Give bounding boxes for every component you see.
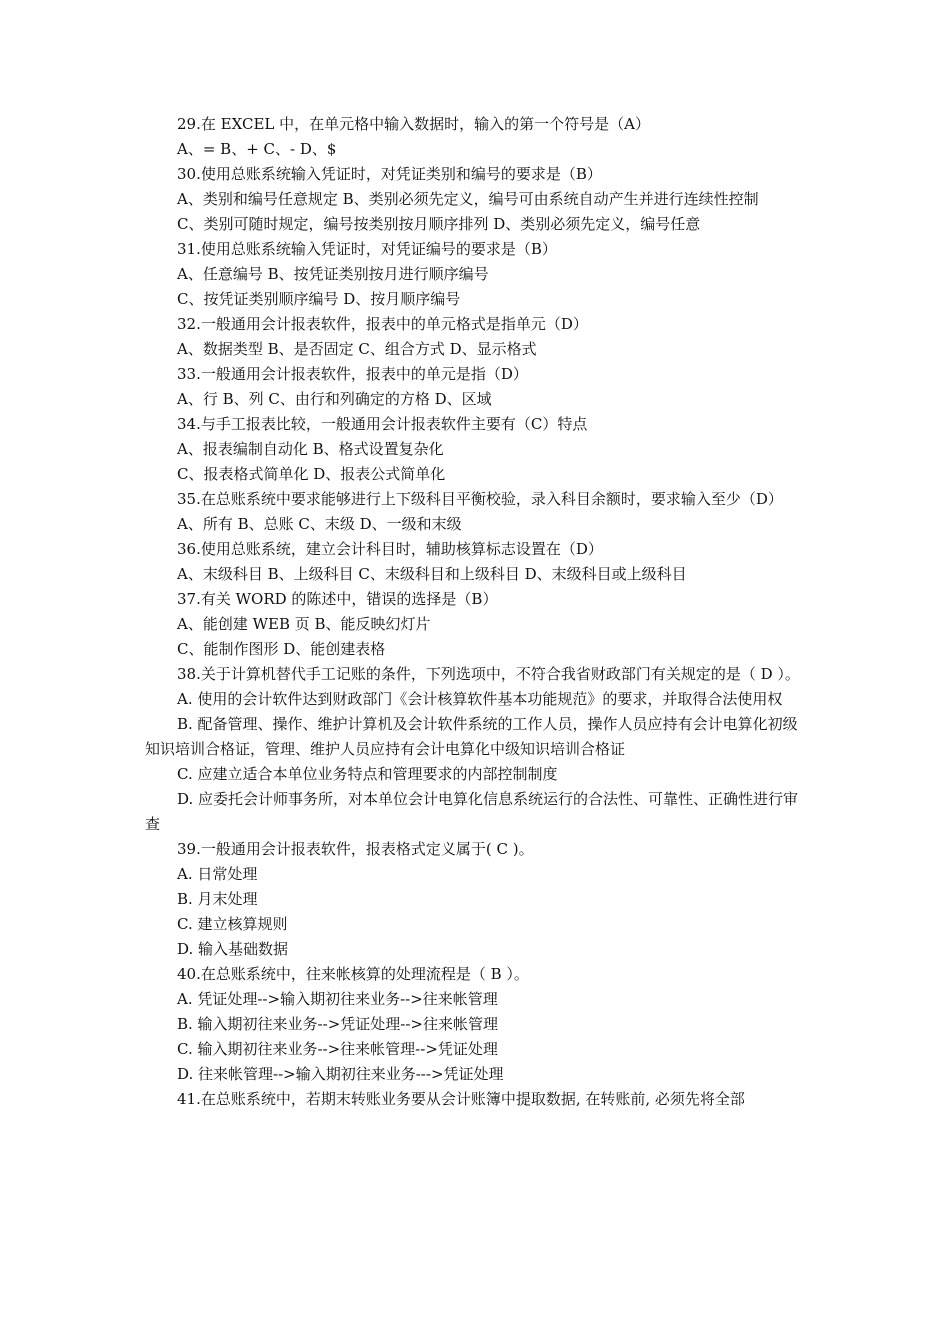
options-32: A、数据类型 B、是否固定 C、组合方式 D、显示格式 [177, 340, 537, 358]
option-39-a: A. 日常处理 [177, 865, 258, 883]
question-33: 33.一般通用会计报表软件，报表中的单元是指（D） [177, 365, 528, 383]
options-31-ab: A、任意编号 B、按凭证类别按月进行顺序编号 [177, 265, 489, 283]
options-34-ab: A、报表编制自动化 B、格式设置复杂化 [177, 440, 444, 458]
option-38-c: C. 应建立适合本单位业务特点和管理要求的内部控制制度 [177, 765, 558, 783]
options-37-cd: C、能制作图形 D、能创建表格 [177, 640, 386, 658]
document-body [145, 112, 810, 1112]
question-30: 30.使用总账系统输入凭证时，对凭证类别和编号的要求是（B） [177, 165, 602, 183]
option-39-c: C. 建立核算规则 [177, 915, 288, 933]
question-41: 41.在总账系统中，若期末转账业务要从会计账簿中提取数据, 在转账前, 必须先将全部 [177, 1090, 745, 1108]
question-31: 31.使用总账系统输入凭证时，对凭证编号的要求是（B） [177, 240, 557, 258]
option-40-b: B. 输入期初往来业务-->凭证处理-->往来帐管理 [177, 1015, 498, 1033]
option-39-b: B. 月末处理 [177, 890, 258, 908]
options-36: A、末级科目 B、上级科目 C、末级科目和上级科目 D、末级科目或上级科目 [177, 565, 687, 583]
option-38-b: B. 配备管理、操作、维护计算机及会计软件系统的工作人员，操作人员应持有会计电算化初级知识培训合格证，管理、维护人员应持有会计电算化中级知识培训合格证 [145, 715, 798, 758]
option-40-c: C. 输入期初往来业务-->往来帐管理-->凭证处理 [177, 1040, 498, 1058]
options-30-cd: C、类别可随时规定，编号按类别按月顺序排列 D、类别必须先定义，编号任意 [177, 215, 701, 233]
option-38-a: A. 使用的会计软件达到财政部门《会计核算软件基本功能规范》的要求，并取得合法使用权 [177, 690, 783, 708]
question-32: 32.一般通用会计报表软件，报表中的单元格式是指单元（D） [177, 315, 588, 333]
question-37: 37.有关 WORD 的陈述中，错误的选择是（B） [177, 590, 498, 608]
options-34-cd: C、报表格式简单化 D、报表公式简单化 [177, 465, 446, 483]
question-36: 36.使用总账系统，建立会计科目时，辅助核算标志设置在（D） [177, 540, 603, 558]
question-29: 29.在 EXCEL 中，在单元格中输入数据时，输入的第一个符号是（A） [177, 115, 650, 133]
question-39: 39.一般通用会计报表软件，报表格式定义属于( C )。 [177, 840, 534, 858]
options-31-cd: C、按凭证类别顺序编号 D、按月顺序编号 [177, 290, 461, 308]
option-40-a: A. 凭证处理-->输入期初往来业务-->往来帐管理 [177, 990, 498, 1008]
option-40-d: D. 往来帐管理-->输入期初往来业务--->凭证处理 [177, 1065, 504, 1083]
options-35: A、所有 B、总账 C、末级 D、一级和末级 [177, 515, 462, 533]
question-38: 38.关于计算机替代手工记账的条件，下列选项中，不符合我省财政部门有关规定的是（ D ）。 [177, 665, 800, 683]
question-35: 35.在总账系统中要求能够进行上下级科目平衡校验，录入科目余额时，要求输入至少（D） [177, 490, 783, 508]
option-38-d: D. 应委托会计师事务所，对本单位会计电算化信息系统运行的合法性、可靠性、正确性进行审查 [145, 790, 799, 833]
options-33: A、行 B、列 C、由行和列确定的方格 D、区域 [177, 390, 492, 408]
question-34: 34.与手工报表比较，一般通用会计报表软件主要有（C）特点 [177, 415, 588, 433]
option-39-d: D. 输入基础数据 [177, 940, 289, 958]
options-30-ab: A、类别和编号任意规定 B、类别必须先定义，编号可由系统自动产生并进行连续性控制 [177, 190, 759, 208]
options-37-ab: A、能创建 WEB 页 B、能反映幻灯片 [177, 615, 431, 633]
options-29: A、= B、+ C、- D、$ [177, 140, 337, 158]
question-40: 40.在总账系统中，往来帐核算的处理流程是（ B ）。 [177, 965, 529, 983]
